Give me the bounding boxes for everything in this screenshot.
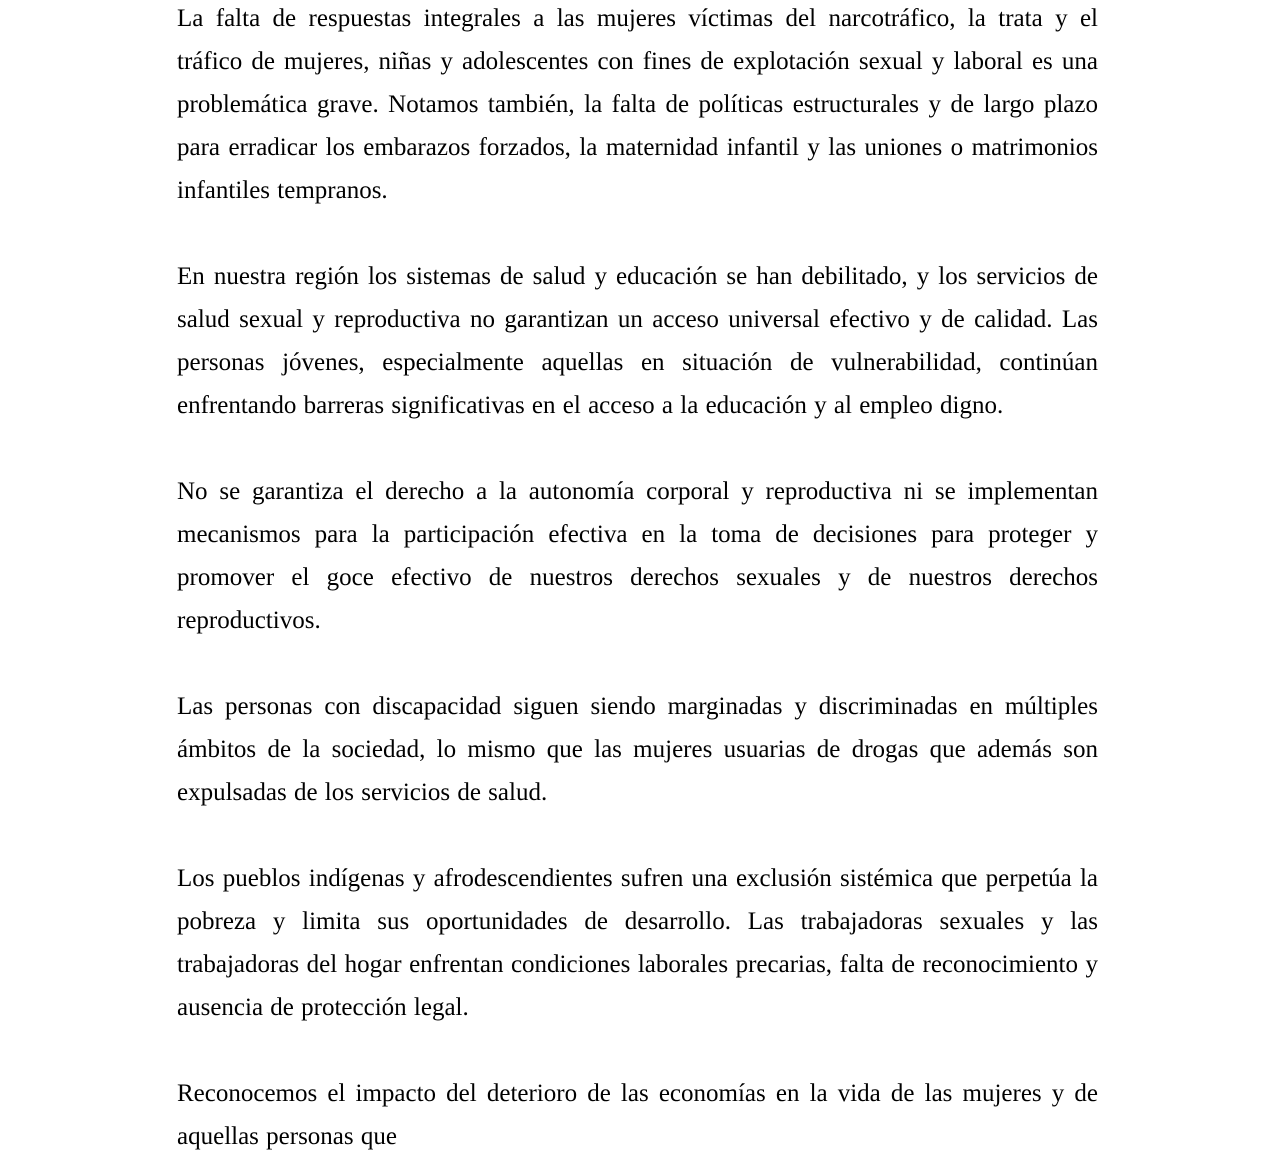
paragraph-partial-clipped: Reconocemos el impacto del deterioro de las economías en la vida de las mujeres y de aquellas personas que [177, 1080, 1098, 1150]
document-content [177, 0, 1098, 1158]
paragraph-autonomia-corporal: No se garantiza el derecho a la autonomía corporal y reproductiva ni se implementan mecanismos para la participación efectiva en la toma de decisiones para proteger y promover el goce efectivo de nuestros derechos sexuales y de nuestros derechos reproductivos. [177, 478, 1098, 634]
paragraph-pueblos-indigenas: Los pueblos indígenas y afrodescendientes sufren una exclusión sistémica que perpetúa la pobreza y limita sus oportunidades de desarrollo. Las trabajadoras sexuales y las trabajadoras del hogar enfrentan condiciones laborales precarias, falta de reconocimiento y ausencia de protección legal. [177, 865, 1098, 1021]
paragraph-sistemas-salud: En nuestra región los sistemas de salud y educación se han debilitado, y los servicios de salud sexual y reproductiva no garantizan un acceso universal efectivo y de calidad. Las personas jóvenes, especialmente aquellas en situación de vulnerabilidad, continúan enfrentando barreras significativas en el acceso a la educación y al empleo digno. [177, 263, 1098, 419]
paragraph-narcotrafico: La falta de respuestas integrales a las mujeres víctimas del narcotráfico, la trata y el tráfico de mujeres, niñas y adolescentes con fines de explotación sexual y laboral es una problemática grave. Notamos también, la falta de políticas estructurales y de largo plazo para erradicar los embarazos forzados, la maternidad infantil y las uniones o matrimonios infantiles tempranos. [177, 5, 1098, 204]
paragraph-discapacidad: Las personas con discapacidad siguen siendo marginadas y discriminadas en múltiples ámbitos de la sociedad, lo mismo que las mujeres usuarias de drogas que además son expulsadas de los servicios de salud. [177, 693, 1098, 806]
